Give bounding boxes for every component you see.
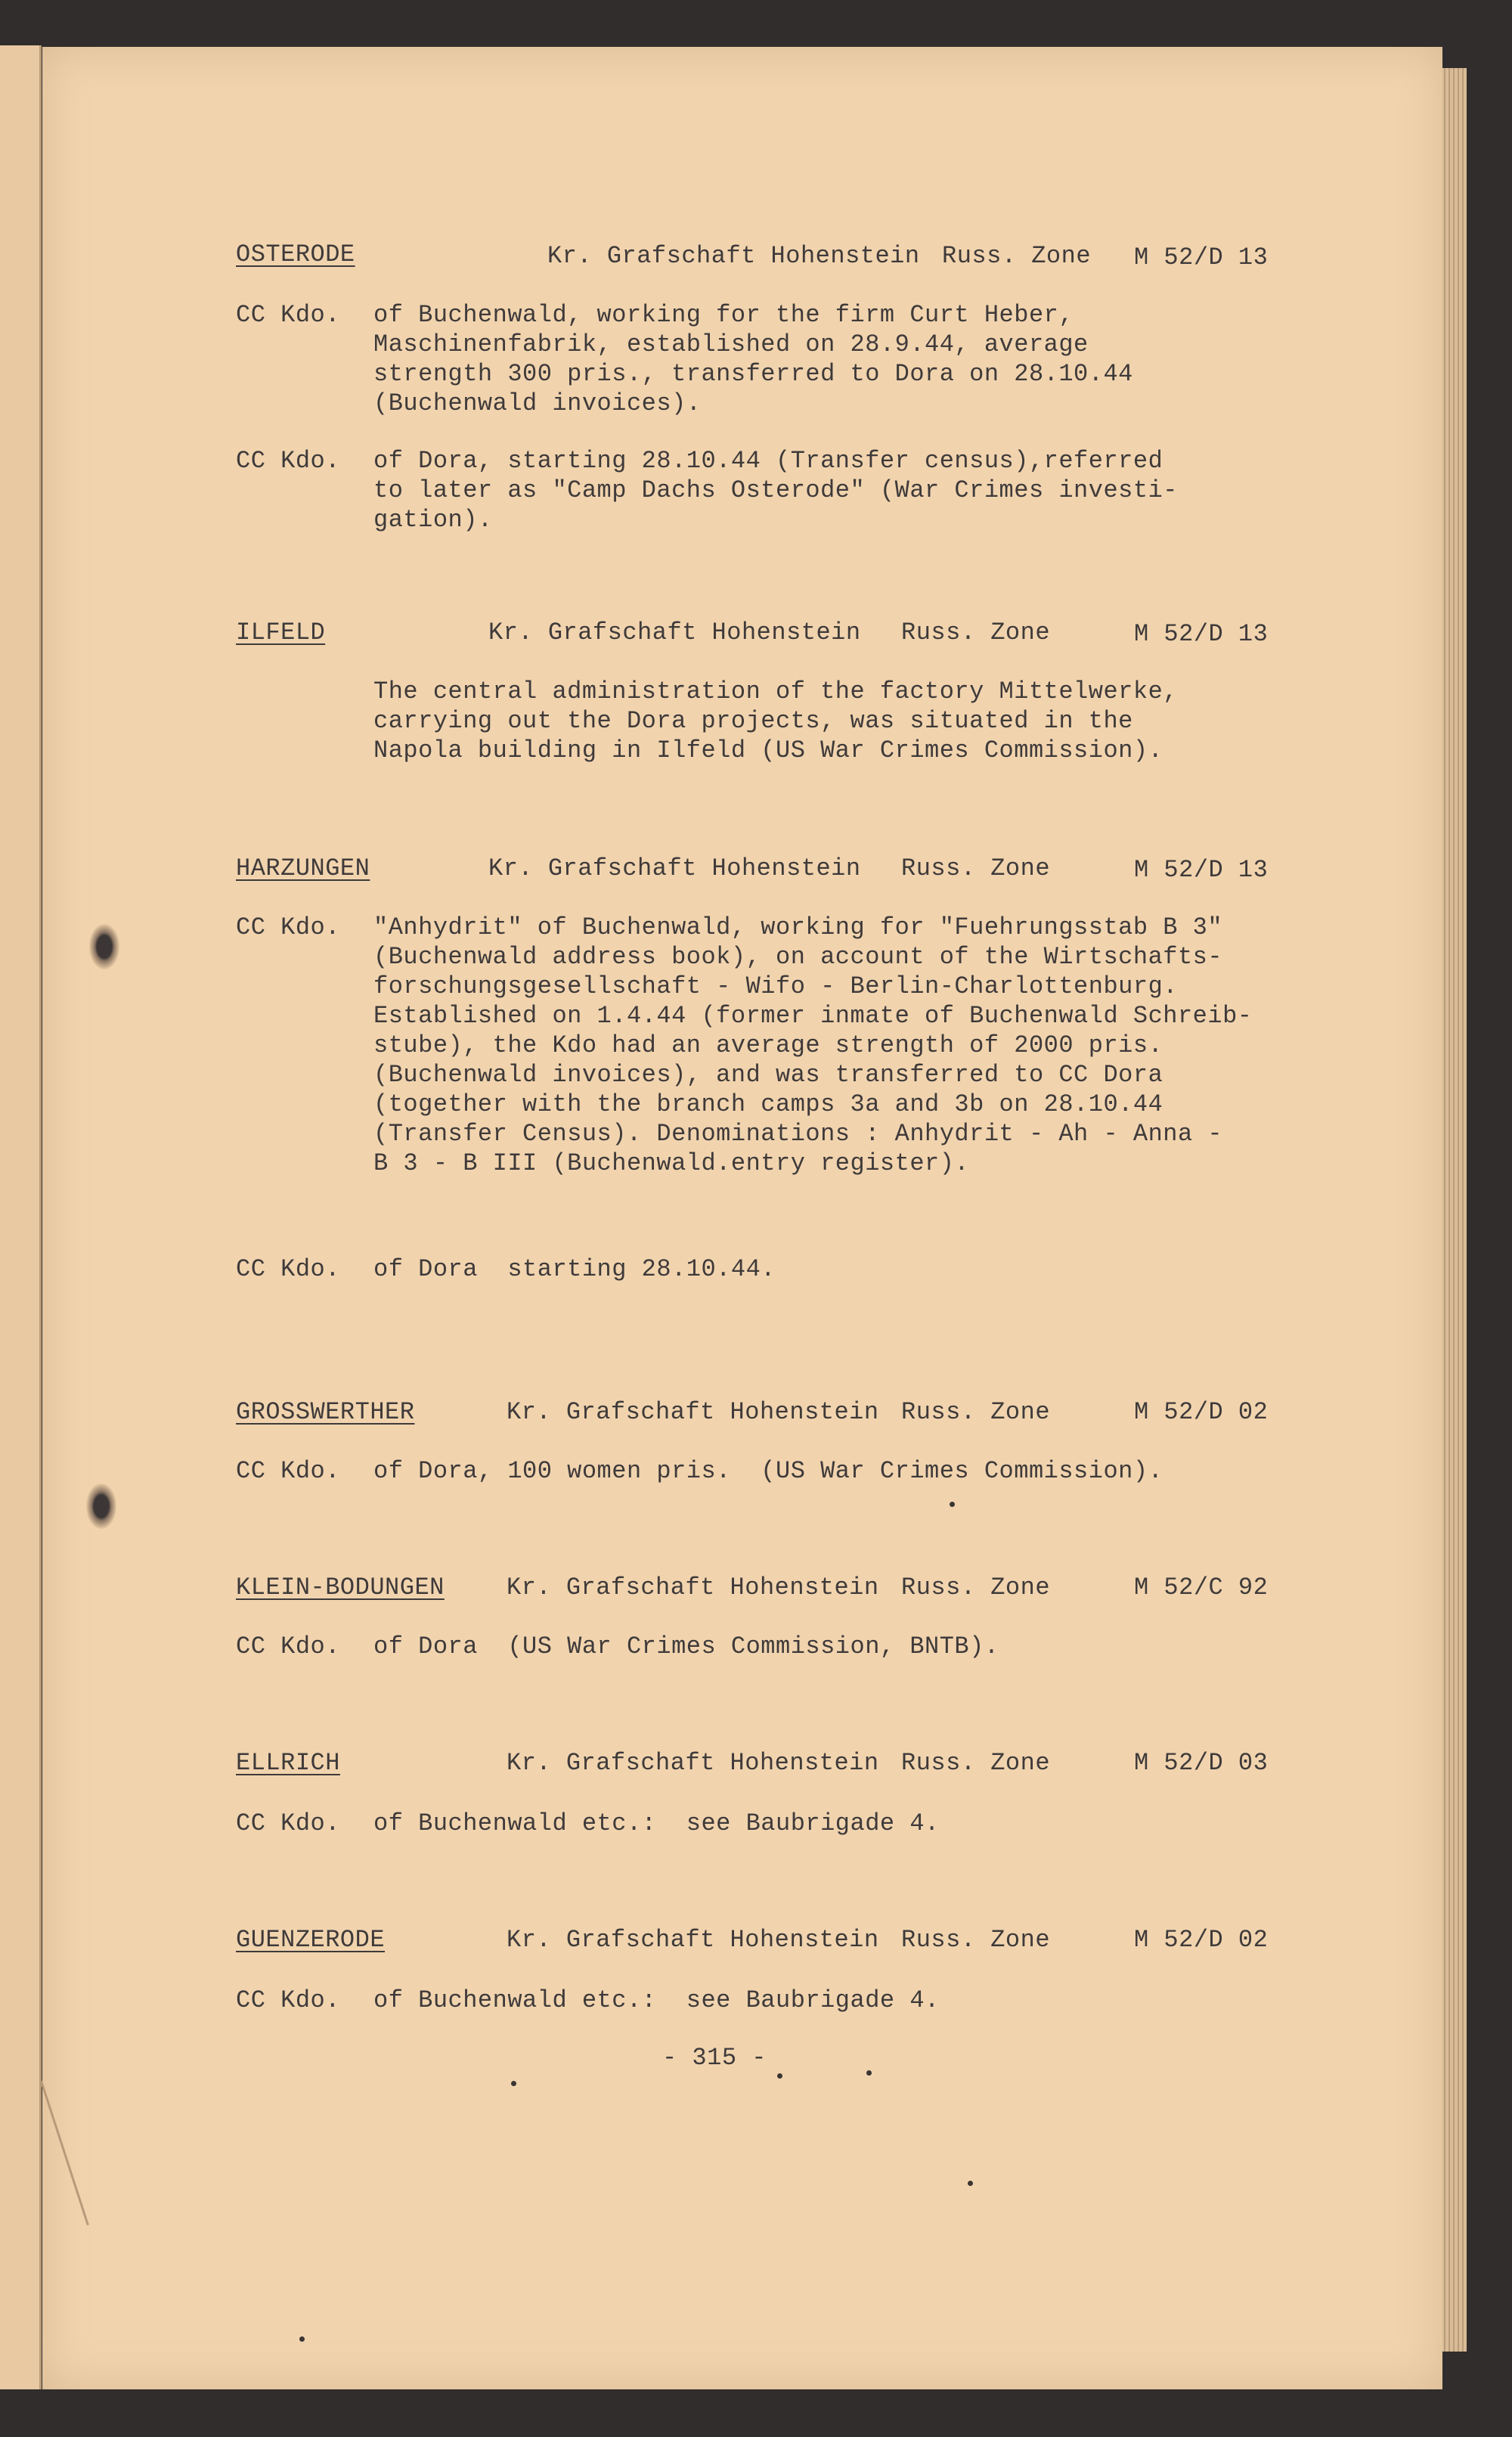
zone-label: Russ. Zone: [901, 1749, 1051, 1777]
place-heading: KLEIN-BODUNGEN: [236, 1574, 445, 1601]
item-label: CC Kdo.: [236, 1809, 340, 1837]
text-line: of Dora starting 28.10.44.: [373, 1255, 776, 1283]
page-number: - 315 -: [662, 2044, 767, 2072]
text-line: of Buchenwald, working for the firm Curt Heber,: [373, 301, 1074, 329]
item-text: [373, 677, 1250, 765]
facing-page-edge: [0, 45, 42, 2389]
punch-hole-top: [89, 924, 119, 969]
place-heading: HARZUNGEN: [236, 854, 370, 882]
map-reference: M 52/D 02: [1134, 1398, 1269, 1426]
item-text: [373, 1986, 1250, 2015]
text-line: of Dora, starting 28.10.44 (Transfer census),referred: [373, 447, 1163, 475]
item-text: [373, 1456, 1250, 1486]
text-line: B 3 - B III (Buchenwald.entry register).: [373, 1149, 970, 1177]
text-line: gation).: [373, 506, 493, 534]
place-heading: ILFELD: [236, 619, 326, 646]
paper-crease: [40, 2081, 89, 2225]
map-reference: M 52/C 92: [1134, 1574, 1269, 1601]
text-line: to later as "Camp Dachs Osterode" (War Crimes investi-: [373, 476, 1178, 504]
text-line: of Buchenwald etc.: see Baubrigade 4.: [373, 1809, 940, 1837]
text-line: strength 300 pris., transferred to Dora on 28.10.44: [373, 360, 1133, 388]
text-line: stube), the Kdo had an average strength of 2000 pris.: [373, 1031, 1163, 1059]
text-line: Napola building in Ilfeld (US War Crimes Commission).: [373, 736, 1163, 764]
ink-speck: [866, 2070, 872, 2076]
punch-hole-bottom: [86, 1484, 116, 1529]
text-line: (Buchenwald invoices), and was transferred to CC Dora: [373, 1061, 1163, 1089]
text-line: (Buchenwald address book), on account of the Wirtschafts-: [373, 943, 1223, 971]
text-line: of Dora, 100 women pris. (US War Crimes Commission).: [373, 1457, 1163, 1485]
text-line: Maschinenfabrik, established on 28.9.44, average: [373, 330, 1089, 358]
map-reference: M 52/D 13: [1134, 620, 1269, 648]
document-page: [42, 47, 1442, 2389]
zone-label: Russ. Zone: [901, 1398, 1051, 1426]
district-label: Kr. Grafschaft Hohenstein: [488, 854, 861, 882]
zone-label: Russ. Zone: [901, 854, 1051, 882]
map-reference: M 52/D 03: [1134, 1749, 1269, 1777]
text-line: (together with the branch camps 3a and 3b on 28.10.44: [373, 1090, 1163, 1118]
place-heading: GUENZERODE: [236, 1926, 386, 1954]
ink-speck: [968, 2181, 973, 2186]
zone-label: Russ. Zone: [901, 619, 1051, 646]
map-reference: M 52/D 13: [1134, 243, 1269, 271]
district-label: Kr. Grafschaft Hohenstein: [507, 1749, 879, 1777]
place-heading: ELLRICH: [236, 1749, 340, 1777]
district-label: Kr. Grafschaft Hohenstein: [507, 1398, 879, 1426]
text-line: (Transfer Census). Denominations : Anhydrit - Ah - Anna -: [373, 1120, 1223, 1148]
item-text: [373, 1809, 1250, 1838]
text-line: (Buchenwald invoices).: [373, 389, 702, 417]
ink-speck: [511, 2081, 516, 2086]
item-label: CC Kdo.: [236, 1632, 340, 1660]
text-line: The central administration of the factory Mittelwerke,: [373, 677, 1178, 705]
place-heading: GROSSWERTHER: [236, 1398, 415, 1426]
ink-speck: [777, 2073, 782, 2079]
map-reference: M 52/D 02: [1134, 1926, 1269, 1954]
ink-speck: [950, 1502, 955, 1507]
zone-label: Russ. Zone: [942, 242, 1092, 270]
zone-label: Russ. Zone: [901, 1926, 1051, 1954]
item-label: CC Kdo.: [236, 301, 340, 329]
item-text: [373, 1632, 1250, 1661]
item-text: [373, 446, 1250, 535]
text-line: forschungsgesellschaft - Wifo - Berlin-Charlottenburg.: [373, 972, 1178, 1000]
district-label: Kr. Grafschaft Hohenstein: [547, 242, 920, 270]
item-text: [373, 1254, 1250, 1284]
item-label: CC Kdo.: [236, 913, 340, 941]
item-label: CC Kdo.: [236, 1255, 340, 1283]
text-line: "Anhydrit" of Buchenwald, working for "Fuehrungsstab B 3": [373, 913, 1223, 941]
ink-speck: [299, 2336, 305, 2342]
item-label: CC Kdo.: [236, 1986, 340, 2014]
text-line: of Buchenwald etc.: see Baubrigade 4.: [373, 1986, 940, 2014]
item-label: CC Kdo.: [236, 1457, 340, 1485]
item-text: [373, 300, 1250, 418]
district-label: Kr. Grafschaft Hohenstein: [488, 619, 861, 646]
zone-label: Russ. Zone: [901, 1574, 1051, 1601]
district-label: Kr. Grafschaft Hohenstein: [507, 1926, 879, 1954]
place-heading: OSTERODE: [236, 240, 355, 268]
map-reference: M 52/D 13: [1134, 856, 1269, 884]
text-line: carrying out the Dora projects, was situated in the: [373, 707, 1133, 735]
item-text: [373, 913, 1253, 1178]
district-label: Kr. Grafschaft Hohenstein: [507, 1574, 879, 1601]
item-label: CC Kdo.: [236, 447, 340, 475]
text-line: Established on 1.4.44 (former inmate of Buchenwald Schreib-: [373, 1002, 1253, 1030]
text-line: of Dora (US War Crimes Commission, BNTB).: [373, 1632, 999, 1660]
